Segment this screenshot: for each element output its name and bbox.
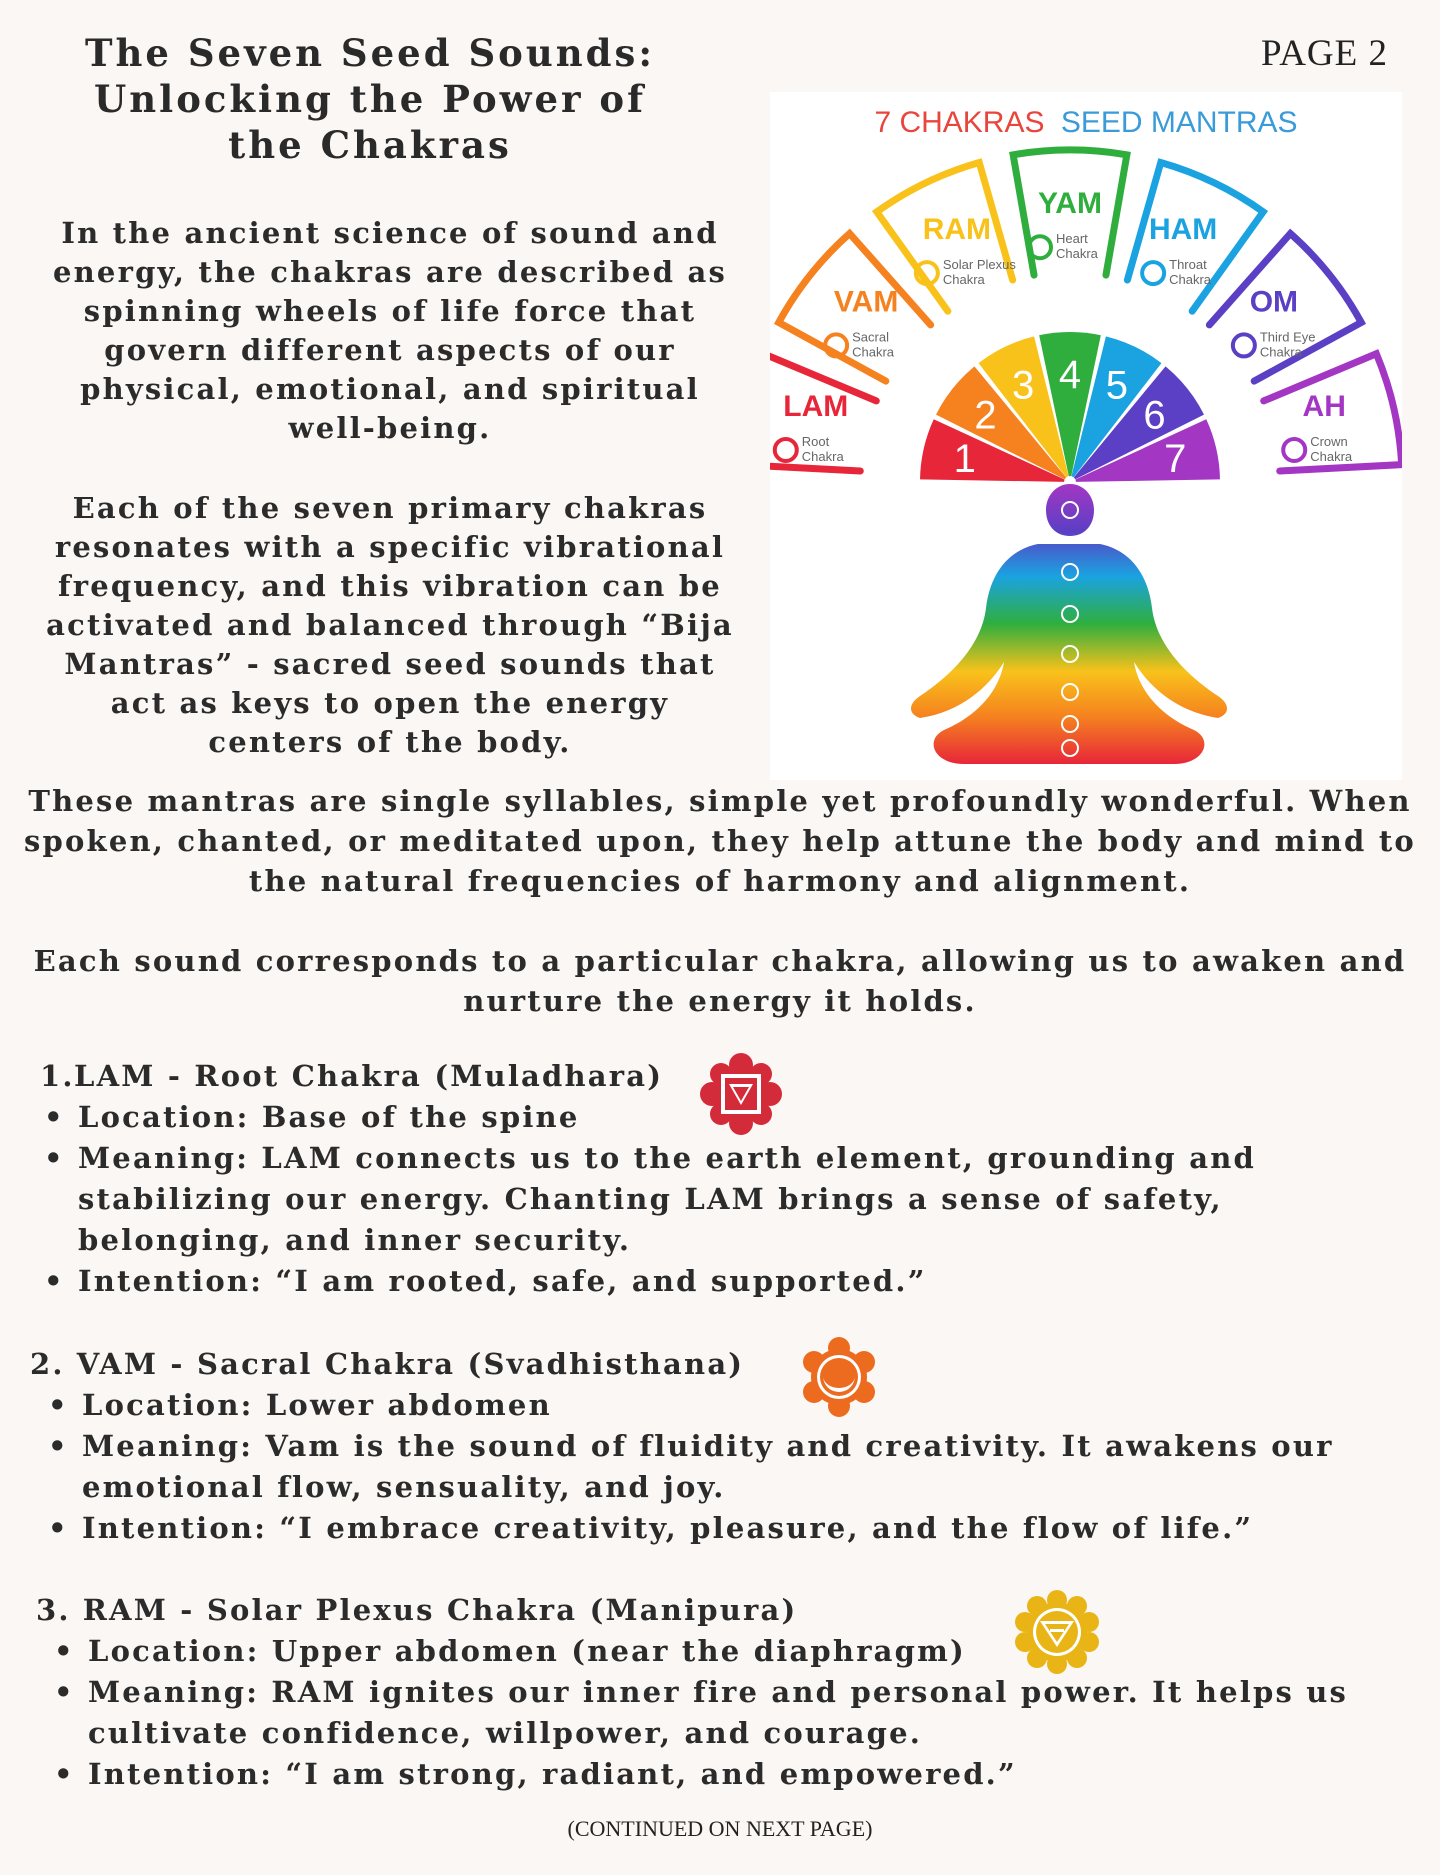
chakra-mini-icon [775,439,797,461]
intro-paragraph-1: In the ancient science of sound and energy, the chakras are described as spinning wheels of life force that govern different aspects of our physical, emotional, and spiritual well-being. [53,216,727,445]
bullet-text: Meaning: Vam is the sound of fluidity and creativity. It awakens our emotional flow, sensuality, and joy. [82,1429,1334,1504]
chakra-mini-icon [1283,439,1305,461]
bullet-text: Intention: “I am strong, radiant, and empowered.” [88,1757,1017,1791]
chakra-name-line: Heart [1056,231,1088,247]
bullet-meaning: • Meaning: LAM connects us to the earth element, grounding and stabilizing our energy. Chanting LAM brings a sense of safety, belonging, and inner security. [44,1141,1256,1257]
section-number: 2. [30,1347,65,1381]
chakra-mantra-2: VAM [833,285,899,319]
chakra-name-line: Chakra [801,448,844,464]
section-heading [30,1344,1410,1385]
chakra-wedges [920,332,1220,482]
infographic-title [874,106,1297,139]
bullet-text: Meaning: LAM connects us to the earth element, grounding and stabilizing our energy. Chanting LAM brings a sense of safety, belonging, and inner security. [78,1141,1256,1257]
chakra-name-line: Chakra [1310,448,1353,464]
body-paragraph-4: Each sound corresponds to a particular chakra, allowing us to awaken and nurture the energy it holds. [33,944,1407,1018]
chakra-number-4: 4 [1058,353,1082,397]
section-heading [40,1056,1340,1097]
section-title: LAM - Root Chakra (Muladhara) [74,1059,664,1093]
bullet-location: • Location: Base of the spine [44,1100,580,1134]
chakra-number-3: 3 [1012,363,1035,408]
meditating-figure [911,484,1227,764]
bullet-location: • Location: Lower abdomen [48,1388,552,1422]
chakra-mantra-7: AH [1302,389,1346,423]
bullet-meaning: • Meaning: Vam is the sound of fluidity and creativity. It awakens our emotional flow, sensuality, and joy. [48,1429,1334,1504]
chakra-mantra-3: RAM [922,213,992,247]
bullet-text: Intention: “I am rooted, safe, and supported.” [78,1264,927,1298]
chakra-name-line: Throat [1169,257,1207,273]
infographic-title-part2: SEED MANTRAS [1060,106,1298,139]
bullet-intention: • Intention: “I am strong, radiant, and empowered.” [54,1757,1017,1791]
chakra-name-line: Chakra [852,344,895,360]
section-title: RAM - Solar Plexus Chakra (Manipura) [82,1593,798,1627]
chakra-wheel-graphic [770,92,1402,780]
section-lam-root [40,1056,1340,1302]
chakra-name-line: Chakra [1169,272,1212,288]
chakra-number-6: 6 [1143,393,1166,438]
section-number: 1. [40,1059,75,1093]
section-bullets [34,1097,1340,1302]
sacral-chakra-symbol-icon [796,1334,882,1420]
chakra-name-line: Crown [1310,433,1348,449]
chakra-seed-mantras-infographic [770,92,1402,780]
chakra-name-line: Root [801,433,830,449]
chakra-number-1: 1 [953,436,976,481]
solar-plexus-chakra-symbol-icon [1012,1587,1102,1677]
bullet-text: Location: Upper abdomen (near the diaphragm) [88,1634,966,1668]
section-heading [36,1590,1416,1631]
bullet-text: Intention: “I embrace creativity, pleasure, and the flow of life.” [82,1511,1254,1545]
bullet-meaning: • Meaning: RAM ignites our inner fire and personal power. It helps us cultivate confidence, willpower, and courage. [54,1675,1349,1750]
chakra-name-line: Chakra [1056,246,1098,262]
body-paragraph-3: These mantras are single syllables, simple yet profoundly wonderful. When spoken, chanted, or meditated upon, they help attune the body and mind to the natural frequencies of harmony and alignment. [24,784,1416,898]
bullet-intention: • Intention: “I am rooted, safe, and supported.” [44,1264,927,1298]
chakra-mantra-4: YAM [1038,187,1102,221]
page-number: PAGE 2 [1261,33,1388,74]
page-title: The Seven Seed Sounds: Unlocking the Power of the Chakras [84,31,656,167]
chakra-mantra-6: OM [1249,285,1299,319]
chakra-name-line: Chakra [1259,344,1302,360]
bullet-text: Meaning: RAM ignites our inner fire and personal power. It helps us cultivate confidence, willpower, and courage. [88,1675,1349,1750]
bullet-text: Location: Base of the spine [78,1100,580,1134]
chakra-name-line: Solar Plexus [942,257,1016,273]
chakra-name-line: Third Eye [1259,329,1316,345]
section-title: VAM - Sacral Chakra (Svadhisthana) [76,1347,745,1381]
section-vam-sacral [30,1344,1410,1549]
chakra-number-5: 5 [1105,363,1128,408]
meditating-figure-silhouette [911,484,1227,764]
section-ram-solar-plexus [36,1590,1416,1795]
chakra-number-2: 2 [974,393,997,438]
bullet-location: • Location: Upper abdomen (near the diaphragm) [54,1634,966,1668]
root-chakra-symbol-icon [698,1051,784,1137]
section-bullets [44,1631,1416,1795]
bullet-text: Location: Lower abdomen [82,1388,552,1422]
chakra-name-line: Chakra [942,272,985,288]
intro-paragraph-2: Each of the seven primary chakras resonates with a specific vibrational frequency, and this vibration can be activated and balanced through “Bija Mantras” - sacred seed sounds that act as keys to open the energy centers of the body. [46,491,734,759]
chakra-number-7: 7 [1164,436,1187,481]
chakra-mantra-5: HAM [1148,213,1218,247]
chakra-mini-icon [1233,334,1255,356]
continued-note: (CONTINUED ON NEXT PAGE) [567,1816,873,1841]
section-number: 3. [36,1593,71,1627]
chakra-name-line: Sacral [852,329,889,345]
chakra-mantra-1: LAM [783,389,849,423]
bullet-intention: • Intention: “I embrace creativity, pleasure, and the flow of life.” [48,1511,1254,1545]
infographic-title-part1: 7 CHAKRAS [874,106,1045,139]
chakra-mini-icon [1142,262,1164,284]
section-bullets [38,1385,1410,1549]
